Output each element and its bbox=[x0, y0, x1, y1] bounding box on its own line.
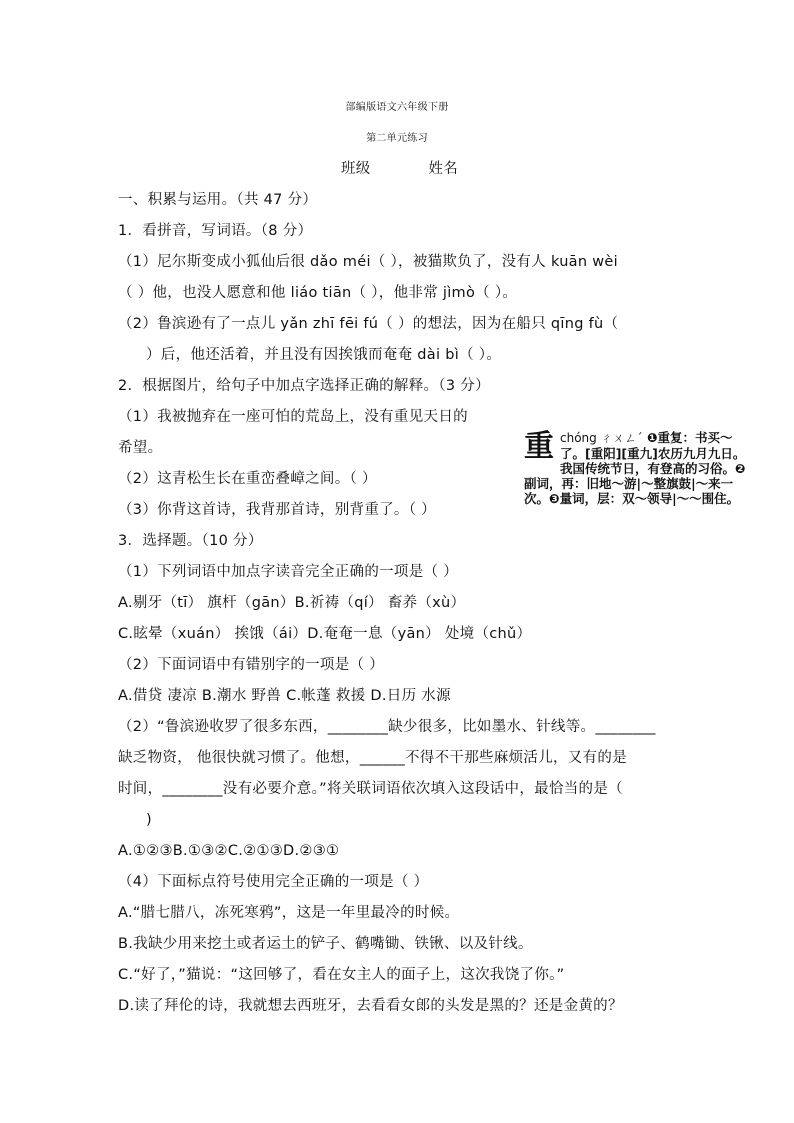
q2-line: （1）我被抛弃在一座可怕的荒岛上，没有重见天日的 bbox=[118, 409, 468, 425]
q3-line: （1）下列词语中加点字读音完全正确的一项是（ ） bbox=[118, 564, 459, 580]
dictionary-char: 重 bbox=[524, 429, 554, 464]
section1-heading: 一、积累与运用。（共 47 分） bbox=[118, 192, 318, 208]
class-name-row bbox=[341, 159, 458, 179]
dictionary-text: ❶重复：书买～了。[重阳][重九]农历九月九日。我国传统节日，有登高的习俗。❷副词，再：旧地～游|～整旗鼓|～来一次。❸量词，层：双～领导|～～围住。 bbox=[524, 430, 746, 506]
dictionary-entry bbox=[524, 430, 754, 506]
unit-subtitle: 第二单元练习 bbox=[366, 133, 428, 144]
q3-line: （2）“鲁滨逊收罗了很多东西，________缺少很多，比如墨水、针线等。________ bbox=[118, 719, 656, 735]
q3-line: B.我缺少用来挖土或者运土的铲子、鹤嘴锄、铁锹、以及针线。 bbox=[118, 936, 533, 952]
q1-line: （2）鲁滨逊有了一点儿 yǎn zhī fēi fú（ ）的想法，因为在船只 qīng fù（ bbox=[118, 316, 619, 332]
q1-heading: 1．看拼音，写词语。（8 分） bbox=[118, 223, 313, 239]
q3-line: ) bbox=[146, 812, 152, 828]
q3-line: A.“腊七腊八，冻死寒鸦”，这是一年里最冷的时候。 bbox=[118, 905, 460, 921]
q3-line: C.“好了，”猫说：“这回够了，看在女主人的面子上，这次我饶了你。” bbox=[118, 967, 565, 983]
dictionary-pinyin: chóng ㄔㄨㄥˊ bbox=[560, 431, 643, 445]
q2-line: （3）你背这首诗，我背那首诗，别背重了。（ ） bbox=[118, 502, 436, 518]
q3-line: A.借贷 凄凉 B.潮水 野兽 C.帐蓬 救援 D.日历 水源 bbox=[118, 688, 451, 704]
q3-line: （4）下面标点符号使用完全正确的一项是（ ） bbox=[118, 874, 429, 890]
q3-line: C.眩晕（xuán） 挨饿（ái）D.奄奄一息（yān） 处境（chǔ） bbox=[118, 626, 532, 642]
q1-line: （1）尼尔斯变成小狐仙后很 dǎo méi（ ），被猫欺负了，没有人 kuān wèi bbox=[118, 254, 618, 270]
q2-line: （2）这青松生长在重峦叠嶂之间。（ ） bbox=[118, 471, 377, 487]
q2-line: 希望。 bbox=[118, 440, 163, 456]
q3-line: D.读了拜伦的诗，我就想去西班牙，去看看女郎的头发是黑的？还是金黄的？ bbox=[118, 998, 623, 1014]
page-title: 部编版语文六年级下册 bbox=[345, 102, 449, 113]
name-label: 姓名 bbox=[428, 161, 459, 177]
q3-line: 缺乏物资， 他很快就习惯了。他想，______不得不干那些麻烦活儿，又有的是 bbox=[118, 750, 628, 766]
q1-line: （ ）他，也没人愿意和他 liáo tiān（ ），他非常 jìmò（ ）。 bbox=[118, 285, 518, 301]
q3-line: A.剔牙（tī） 旗杆（gān）B.祈祷（qí） 畜养（xù） bbox=[118, 595, 466, 611]
q1-line: ）后，他还活着，并且没有因挨饿而奄奄 dài bì（ ）。 bbox=[146, 347, 502, 363]
q3-line: 时间，________没有必要介意。”将关联词语依次填入这段话中，最恰当的是（ bbox=[118, 781, 623, 797]
class-label: 班级 bbox=[341, 161, 371, 177]
q3-line: （2）下面词语中有错别字的一项是（ ） bbox=[118, 657, 385, 673]
q2-heading: 2．根据图片，给句子中加点字选择正确的解释。（3 分） bbox=[118, 378, 490, 394]
q3-heading: 3．选择题。（10 分） bbox=[118, 533, 263, 549]
q3-line: A.①②③B.①③②C.②①③D.②③① bbox=[118, 843, 340, 859]
